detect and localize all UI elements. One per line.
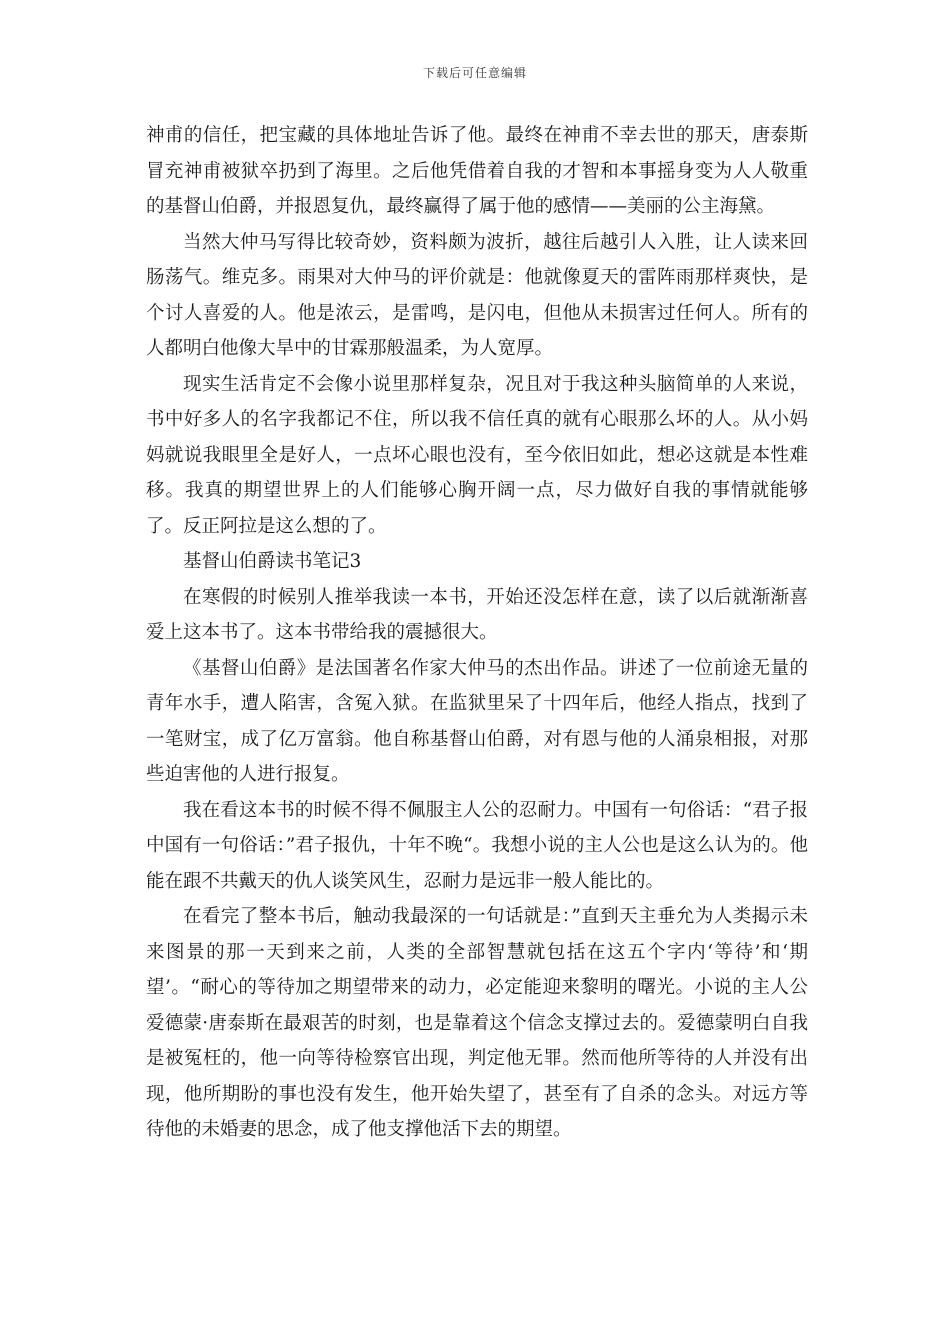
paragraph: 在寒假的时候别人推举我读一本书，开始还没怎样在意，读了以后就渐渐喜爱上这本书了。这本书带给我的震撼很大。 bbox=[146, 586, 808, 643]
paragraph: 《基督山伯爵》是法国著名作家大仲马的杰出作品。讲述了一位前途无量的青年水手，遭人陷害，含冤入狱。在监狱里呆了十四年后，他经人指点，找到了一笔财宝，成了亿万富翁。他自称基督山伯爵，对有恩与他的人涌泉相报，对那些迫害他的人进行报复。 bbox=[146, 657, 808, 785]
section-heading: 基督山伯爵读书笔记3 bbox=[183, 551, 362, 572]
paragraph: 现实生活肯定不会像小说里那样复杂，况且对于我这种头脑简单的人来说，书中好多人的名字我都记不住，所以我不信任真的就有心眼那么坏的人。从小妈妈就说我眼里全是好人，一点坏心眼也没有，至今依旧如此，想必这就是本性难移。我真的期望世界上的人们能够心胸开阔一点，尽力做好自我的事情就能够了。反正阿拉是这么想的了。 bbox=[146, 373, 808, 537]
page-header: 下载后可任意编辑 bbox=[422, 66, 527, 80]
paragraph: 当然大仲马写得比较奇妙，资料颇为波折，越往后越引人入胜，让人读来回肠荡气。维克多。雨果对大仲马的评价就是：他就像夏天的雷阵雨那样爽快，是个讨人喜爱的人。他是浓云，是雷鸣，是闪电，但他从未损害过任何人。所有的人都明白他像大旱中的甘霖那般温柔，为人宽厚。 bbox=[146, 231, 808, 359]
paragraph-continuation: 神甫的信任，把宝藏的具体地址告诉了他。最终在神甫不幸去世的那天，唐泰斯冒充神甫被狱卒扔到了海里。之后他凭借着自我的才智和本事摇身变为人人敬重的基督山伯爵，并报恩复仇，最终赢得了属于他的感情——美丽的公主海黛。 bbox=[146, 125, 808, 217]
paragraph: 我在看这本书的时候不得不佩服主人公的忍耐力。中国有一句俗话：“君子报中国有一句俗话：”君子报仇，十年不晚“。我想小说的主人公也是这么认为的。他能在跟不共戴天的仇人谈笑风生，忍耐力是远非一般人能比的。 bbox=[146, 799, 808, 892]
document-body bbox=[146, 118, 808, 1148]
paragraph: 在看完了整本书后，触动我最深的一句话就是：”直到天主垂允为人类揭示未来图景的那一天到来之前，人类的全部智慧就包括在这五个字内‘等待’和‘期望’。“耐心的等待加之期望带来的动力，必定能迎来黎明的曙光。小说的主人公爱德蒙·唐泰斯在最艰苦的时刻，也是靠着这个信念支撑过去的。爱德蒙明白自我是被冤枉的，他一向等待检察官出现，判定他无罪。然而他所等待的人并没有出现，他所期盼的事也没有发生，他开始失望了，甚至有了自杀的念头。对远方等待他的未婚妻的思念，成了他支撑他活下去的期望。 bbox=[146, 906, 808, 1140]
